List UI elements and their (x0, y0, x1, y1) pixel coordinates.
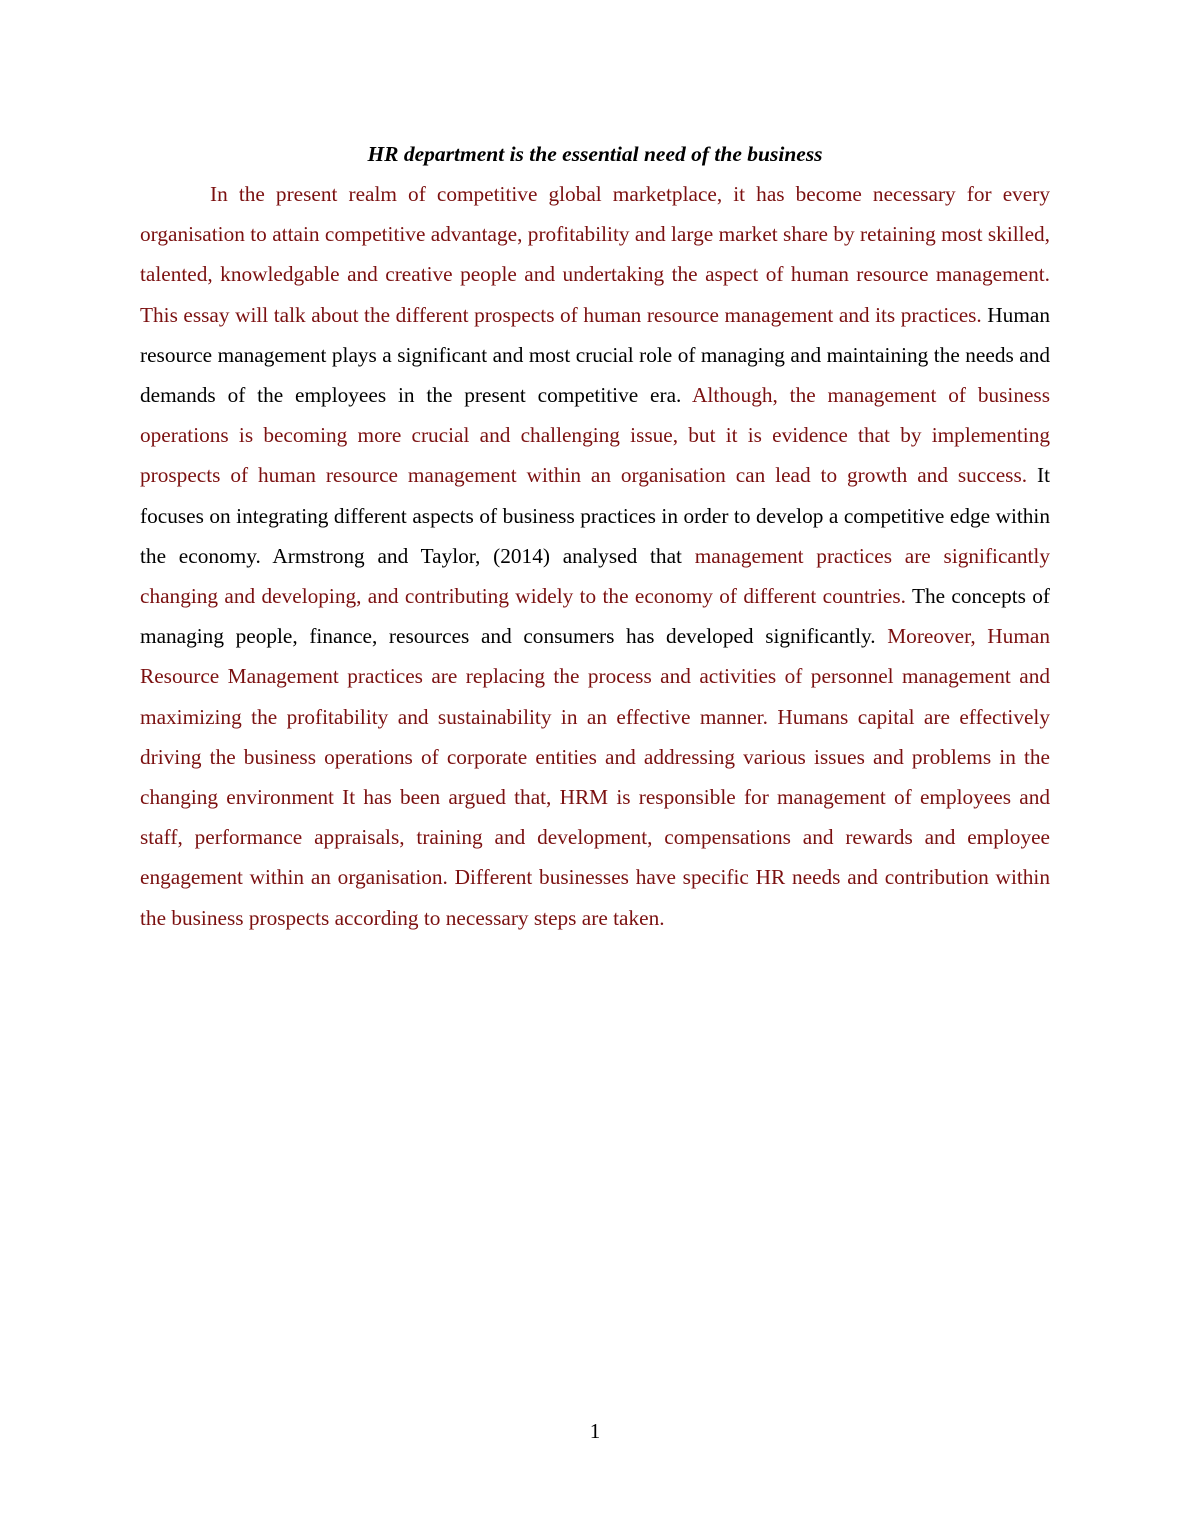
text-segment-3: Although, the management of business operations is becoming more crucial and challenging issue, but it is evidence that by implementing prospects of human resource management within an organisation can lead to growth and success. (140, 383, 1051, 488)
text-segment-1: In the present realm of competitive global marketplace, it has become necessary for every organisation to attain competitive advantage, profitability and large market share by retaining most skilled, talented, knowledgable and creative people and undertaking the aspect of human resource management. This essay will talk about the different prospects of human resource management and its practices. (140, 182, 1050, 327)
text-segment-2: Human resource management plays a significant and most crucial role of managing and maintaining the needs and demands of the employees in the present competitive era. (140, 302, 1050, 408)
text-segment-6: The concepts of managing people, finance, resources and consumers has developed significantly. (140, 584, 1051, 649)
essay-title: HR department is the essential need of the business (367, 142, 823, 166)
text-segment-7: Moreover, Human Resource Management practices are replacing the process and activities of personnel management and maximizing the profitability and sustainability in an effective manner. Humans capital are effectively driving the business operations of corporate entities and addressing various issues and problems in the changing environment It has been argued that, HRM is responsible for management of employees and staff, performance appraisals, training and development, compensations and rewards and employee engagement within an organisation. Different businesses have specific HR needs and contribution within the business prospects according to necessary steps are taken. (140, 624, 1050, 930)
text-segment-5: management practices are significantly changing and developing, and contributing widely to the economy of different countries. (140, 543, 1051, 609)
text-segment-4: It focuses on integrating different aspects of business practices in order to develop a competitive edge within the economy. Armstrong and Taylor, (2014) analysed that (140, 463, 1050, 568)
body-paragraph (140, 174, 1050, 938)
page-number: 1 (589, 1419, 601, 1443)
